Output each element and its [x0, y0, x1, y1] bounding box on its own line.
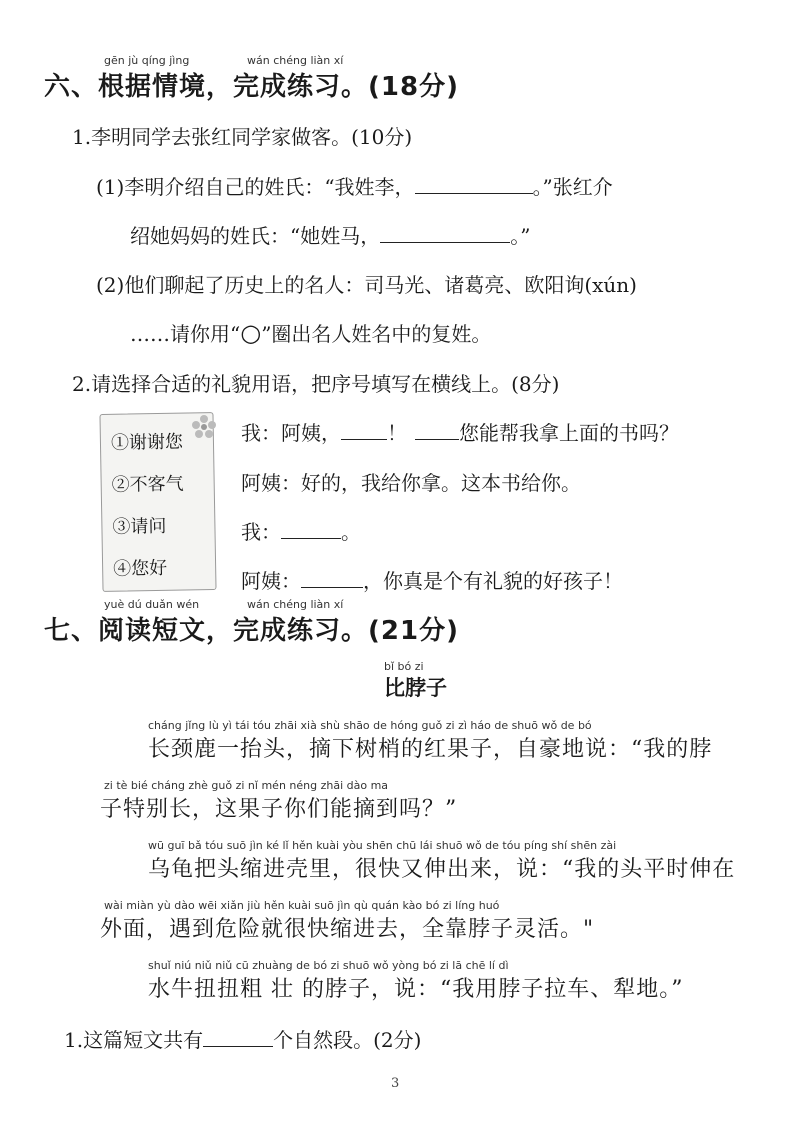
dialog-line-4 [241, 565, 623, 594]
text-fragment: ”圈出名人姓名中的复姓。 [261, 322, 492, 346]
question-7-1 [64, 1024, 421, 1053]
text-fragment: 1.这篇短文共有 [64, 1028, 204, 1052]
option-item: ①谢谢您 [110, 431, 184, 454]
story-line: 子特别长，这果子你们能摘到吗？” [100, 797, 458, 822]
title-pinyin: bǐ bó zi [384, 660, 424, 673]
answer-blank[interactable] [341, 421, 387, 440]
text-fragment: ！ [387, 421, 407, 445]
pinyin-line: shuǐ niú niǔ niǔ cū zhuàng de bó zi shuō wǒ yòng bó zi lā chē lí dì [148, 959, 509, 972]
text-fragment: ，你真是个有礼貌的好孩子！ [363, 569, 623, 593]
question-1-part-2: (2)他们聊起了历史上的名人：司马光、诸葛亮、欧阳询(xún) [96, 273, 637, 297]
pinyin-line: zi tè bié cháng zhè guǒ zi nǐ mén néng zhāi dào ma [104, 779, 389, 792]
dialog-line-3 [241, 516, 361, 545]
pinyin-line: yuè dú duǎn wén [104, 598, 200, 611]
text-fragment: 我： [241, 520, 281, 544]
text-fragment: 。” [510, 224, 531, 248]
text-fragment: 绍她妈妈的姓氏：“她姓马， [130, 224, 381, 248]
question-1-part-1-cont [130, 220, 530, 249]
pinyin-line: wài miàn yù dào wēi xiǎn jiù hěn kuài suō jìn qù quán kào bó zi líng huó [104, 899, 500, 912]
question-1-part-2-cont [130, 318, 491, 347]
section-6-heading: 六、根据情境，完成练习。(18分) [44, 72, 459, 102]
pinyin-line: gēn jù qíng jìng [104, 54, 190, 67]
text-fragment: 个自然段。(2分) [273, 1028, 422, 1052]
dialog-line-2: 阿姨：好的，我给你拿。这本书给你。 [241, 471, 581, 495]
story-line: 长颈鹿一抬头，摘下树梢的红果子，自豪地说：“我的脖 [148, 737, 713, 762]
story-line: 外面，遇到危险就很快缩进去，全靠脖子灵活。" [100, 917, 595, 942]
story-line: 乌龟把头缩进壳里，很快又伸出来，说：“我的头平时伸在 [148, 857, 736, 882]
answer-blank[interactable] [301, 569, 363, 588]
answer-blank[interactable] [380, 224, 510, 243]
pinyin-line: wán chéng liàn xí [247, 54, 344, 67]
answer-blank[interactable] [281, 520, 341, 539]
option-item: ④您好 [112, 557, 168, 580]
pinyin-line: cháng jǐng lù yì tái tóu zhāi xià shù shāo de hóng guǒ zi zì háo de shuō wǒ de bó [148, 719, 592, 732]
answer-blank[interactable] [203, 1028, 273, 1047]
text-fragment: 。”张红介 [532, 175, 613, 199]
text-fragment: (1)李明介绍自己的姓氏：“我姓李， [96, 175, 415, 199]
text-fragment: ……请你用“ [130, 322, 241, 346]
flower-icon [190, 413, 218, 441]
option-item: ②不客气 [111, 473, 184, 496]
answer-blank[interactable] [415, 421, 459, 440]
question-1-part-1 [96, 171, 613, 200]
story-title: 比脖子 [384, 675, 447, 700]
page-number: 3 [391, 1076, 400, 1091]
question-1-stem: 1.李明同学去张红同学家做客。(10分) [72, 125, 413, 149]
text-fragment: 阿姨： [241, 569, 301, 593]
text-fragment: 我：阿姨， [241, 421, 341, 445]
option-item: ③请问 [112, 515, 167, 538]
answer-blank[interactable] [415, 175, 533, 194]
dialog-line-1 [241, 417, 679, 446]
pinyin-line: wū guī bǎ tóu suō jìn ké lǐ hěn kuài yòu shēn chū lái shuō wǒ de tóu píng shí shēn zài [148, 839, 617, 852]
question-2-stem: 2.请选择合适的礼貌用语，把序号填写在横线上。(8分) [72, 372, 560, 396]
section-7-heading: 七、阅读短文，完成练习。(21分) [44, 616, 459, 646]
text-fragment: 您能帮我拿上面的书吗？ [459, 421, 679, 445]
story-line: 水牛扭扭粗 壮 的脖子，说：“我用脖子拉车、犁地。” [148, 977, 684, 1002]
circle-icon: ○ [240, 318, 262, 347]
pinyin-line: wán chéng liàn xí [247, 598, 344, 611]
text-fragment: 。 [341, 520, 361, 544]
